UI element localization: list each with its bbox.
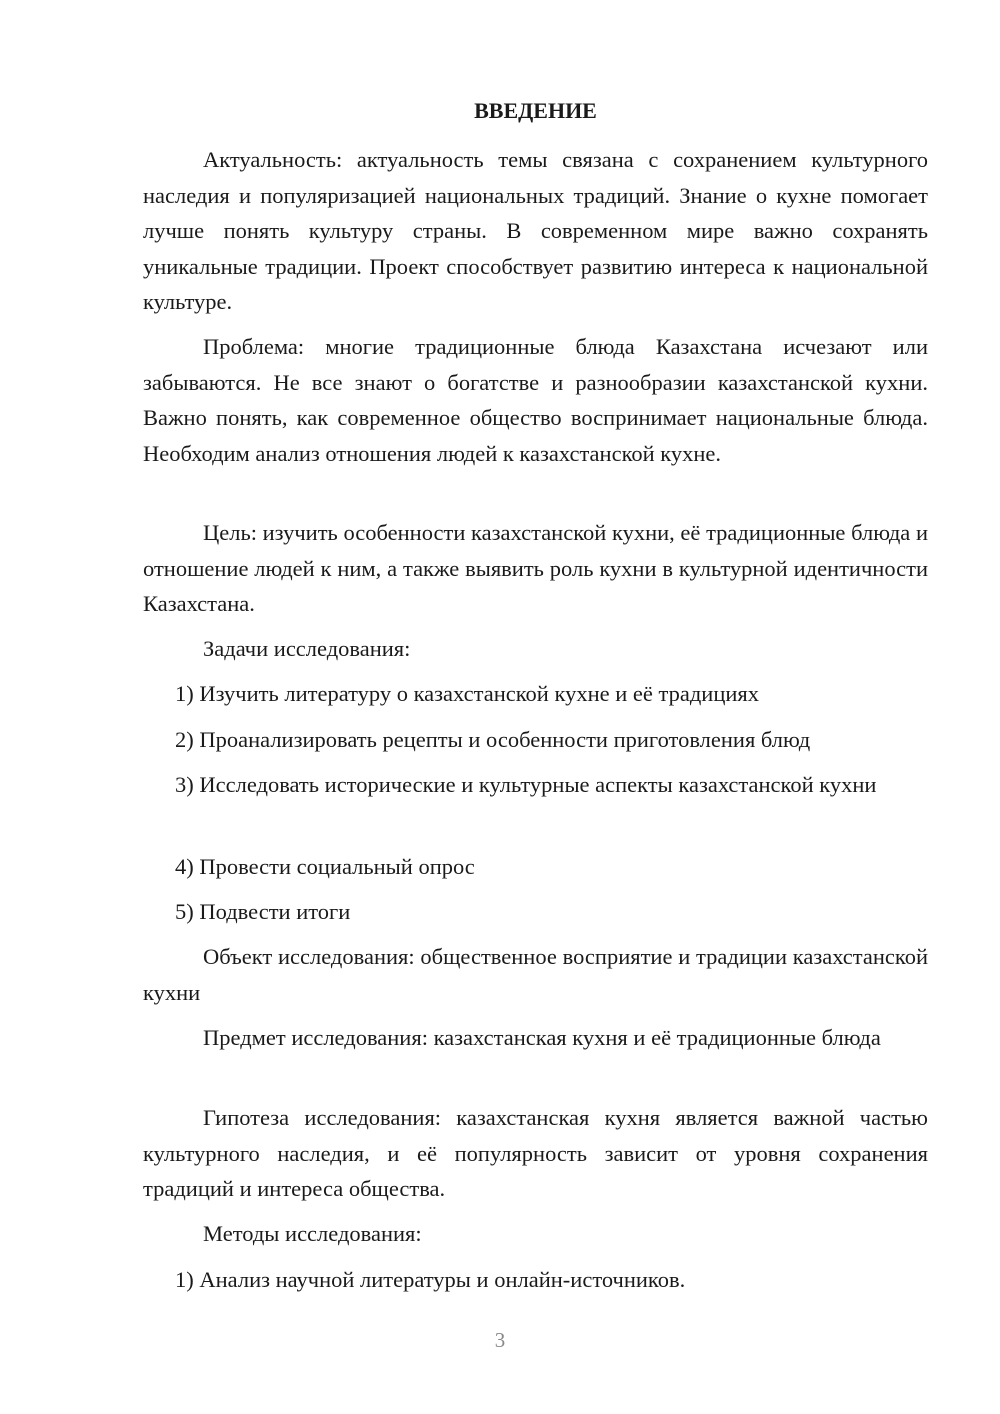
task-item-1: 1) Изучить литературу о казахстанской кухне и её традициях <box>175 681 760 706</box>
paragraph-relevance: Актуальность: актуальность темы связана с сохранением культурного наследия и популяризацией национальных традиций. Знание о кухне помогает лучше понять культуру страны. В современном мире важно сохранять уникальные традиции. Проект способствует развитию интереса к национальной культуре. <box>143 147 928 314</box>
page-number: 3 <box>494 1328 506 1352</box>
task-item-2: 2) Проанализировать рецепты и особенности приготовления блюд <box>175 727 811 752</box>
tasks-heading: Задачи исследования: <box>203 636 411 661</box>
method-item-1: 1) Анализ научной литературы и онлайн-источников. <box>175 1267 686 1292</box>
page-title: ВВЕДЕНИЕ <box>474 98 597 123</box>
methods-heading: Методы исследования: <box>203 1221 422 1246</box>
paragraph-hypothesis: Гипотеза исследования: казахстанская кухня является важной частью культурного наследия, и её популярность зависит от уровня сохранения традиций и интереса общества. <box>143 1105 928 1201</box>
task-item-4: 4) Провести социальный опрос <box>175 854 475 879</box>
task-item-5: 5) Подвести итоги <box>175 899 351 924</box>
paragraph-problem: Проблема: многие традиционные блюда Казахстана исчезают или забываются. Не все знают о богатстве и разнообразии казахстанской кухни. Важно понять, как современное общество воспринимает национальные блюда. Необходим анализ отношения людей к казахстанской кухне. <box>143 334 928 466</box>
paragraph-goal: Цель: изучить особенности казахстанской кухни, её традиционные блюда и отношение людей к ним, а также выявить роль кухни в культурной идентичности Казахстана. <box>143 520 928 616</box>
paragraph-object: Объект исследования: общественное восприятие и традиции казахстанской кухни <box>143 944 928 1005</box>
task-item-3: 3) Исследовать исторические и культурные аспекты казахстанской кухни <box>175 772 877 797</box>
paragraph-subject: Предмет исследования: казахстанская кухня и её традиционные блюда <box>203 1025 881 1050</box>
